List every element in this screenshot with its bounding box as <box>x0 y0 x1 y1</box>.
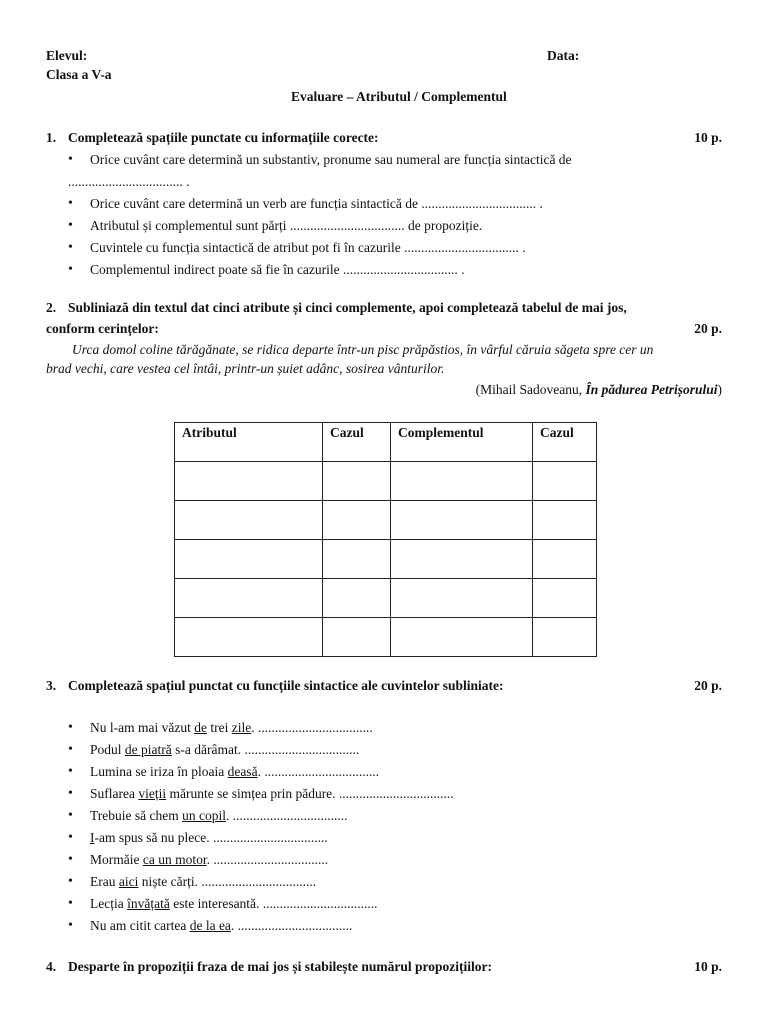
table-cell[interactable] <box>391 579 533 618</box>
page-title: Evaluare – Atributul / Complementul <box>291 89 507 104</box>
table-cell[interactable] <box>175 579 323 618</box>
underlined-word: ca un motor <box>142 852 207 867</box>
q3-points: 20 p. <box>694 678 722 693</box>
table-header-row <box>175 423 597 462</box>
table-cell[interactable] <box>533 618 597 657</box>
underlined-word: I <box>90 830 95 845</box>
underlined-word: învățată <box>127 896 170 911</box>
answer-table <box>174 422 597 657</box>
table-row <box>175 579 597 618</box>
table-cell[interactable] <box>175 618 323 657</box>
table-cell[interactable] <box>323 501 391 540</box>
q3-heading <box>46 678 722 694</box>
q1-item1-continuation: .................................. . <box>68 174 190 189</box>
q3-item: • Lumina se iriza în ploaia deasă. .................................. <box>68 761 454 783</box>
q1-item: • Atributul și complementul sunt părți .................................. de propoziție. <box>68 215 543 237</box>
table-header-atributul: Atributul <box>175 423 323 462</box>
q4-number: 4. <box>46 959 57 974</box>
student-label: Elevul: <box>46 48 88 63</box>
table-cell[interactable] <box>391 501 533 540</box>
q1-item: • Cuvintele cu funcția sintactică de atribut pot fi în cazurile .................................. . <box>68 237 543 259</box>
q2-heading-line2 <box>46 321 722 337</box>
table-cell[interactable] <box>533 579 597 618</box>
q3-item: • Mormăie ca un motor. .................................. <box>68 849 454 871</box>
q3-item: • Suflarea vieții mărunte se simțea prin pădure. .................................. <box>68 783 454 805</box>
q1-prompt: Completează spațiile punctate cu informațiile corecte: <box>68 130 379 145</box>
table-header-complementul: Complementul <box>391 423 533 462</box>
table-cell[interactable] <box>175 540 323 579</box>
q3-item: • I-am spus să nu plece. .................................. <box>68 827 454 849</box>
q1-list-rest <box>68 193 543 281</box>
q4-heading <box>46 959 722 975</box>
table-cell[interactable] <box>175 462 323 501</box>
table-row <box>175 501 597 540</box>
q1-list <box>68 149 572 171</box>
table-header-cazul: Cazul <box>323 423 391 462</box>
q2-citation: (Mihail Sadoveanu, În pădurea Petrișorului) <box>475 382 722 397</box>
q4-prompt: Desparte în propoziții fraza de mai jos și stabilește numărul propozițiilor: <box>68 959 492 974</box>
q2-points: 20 p. <box>694 321 722 336</box>
q2-text-line1: Urca domol coline tărăgănate, se ridica departe într-un pisc prăpăstios, în vârful căruia săgeta spre cer un <box>72 342 654 357</box>
table-cell[interactable] <box>323 618 391 657</box>
table-cell[interactable] <box>323 462 391 501</box>
underlined-word: zile <box>231 720 252 735</box>
q3-number: 3. <box>46 678 57 693</box>
q3-item: • Lecția învățată este interesantă. .................................. <box>68 893 454 915</box>
table-row <box>175 618 597 657</box>
table-cell[interactable] <box>391 462 533 501</box>
table-cell[interactable] <box>323 540 391 579</box>
q3-item: • Nu l-am mai văzut de trei zile. .................................. <box>68 717 454 739</box>
underlined-word: de la ea <box>189 918 231 933</box>
q3-item: • Podul de piatră s-a dărâmat. .................................. <box>68 739 454 761</box>
underlined-word: de <box>194 720 207 735</box>
underlined-word: un copil <box>182 808 226 823</box>
table-row <box>175 462 597 501</box>
q1-number: 1. <box>46 130 57 145</box>
q2-heading <box>46 300 722 316</box>
table-row <box>175 540 597 579</box>
class-label: Clasa a V-a <box>46 67 112 82</box>
underlined-word: deasă <box>227 764 258 779</box>
table-header-cazul-2: Cazul <box>533 423 597 462</box>
table-cell[interactable] <box>533 501 597 540</box>
q3-item: • Erau aici niște cărți. .................................. <box>68 871 454 893</box>
table-cell[interactable] <box>391 540 533 579</box>
q3-prompt: Completează spațiul punctat cu funcțiile sintactice ale cuvintelor subliniate: <box>68 678 504 693</box>
q2-citation-title: În pădurea Petrișorului <box>585 382 718 397</box>
q3-item: • Trebuie să chem un copil. .................................. <box>68 805 454 827</box>
underlined-word: vieții <box>138 786 167 801</box>
q3-list <box>68 717 454 937</box>
q4-points: 10 p. <box>694 959 722 974</box>
q1-item: • Orice cuvânt care determină un verb are funcția sintactică de .................................. . <box>68 193 543 215</box>
table-cell[interactable] <box>533 462 597 501</box>
q1-item: • Complementul indirect poate să fie în cazurile .................................. . <box>68 259 543 281</box>
q2-prompt-line2: conform cerințelor: <box>46 321 159 336</box>
date-label: Data: <box>547 48 580 63</box>
underlined-word: aici <box>118 874 139 889</box>
underlined-word: de piatră <box>124 742 172 757</box>
q3-item: • Nu am citit cartea de la ea. .................................. <box>68 915 454 937</box>
table-cell[interactable] <box>323 579 391 618</box>
table-cell[interactable] <box>533 540 597 579</box>
q2-number: 2. <box>46 300 57 315</box>
q2-text-line2: brad vechi, care vestea cel întâi, printr-un șuiet adânc, sosirea vânturilor. <box>46 361 445 376</box>
q1-heading <box>46 130 722 146</box>
q1-item: • Orice cuvânt care determină un substantiv, pronume sau numeral are funcția sintactică de <box>68 149 572 171</box>
table-cell[interactable] <box>175 501 323 540</box>
q1-points: 10 p. <box>694 130 722 145</box>
table-cell[interactable] <box>391 618 533 657</box>
q2-prompt-line1: Subliniază din textul dat cinci atribute și cinci complemente, apoi completează tabelul de mai jos, <box>68 300 627 315</box>
